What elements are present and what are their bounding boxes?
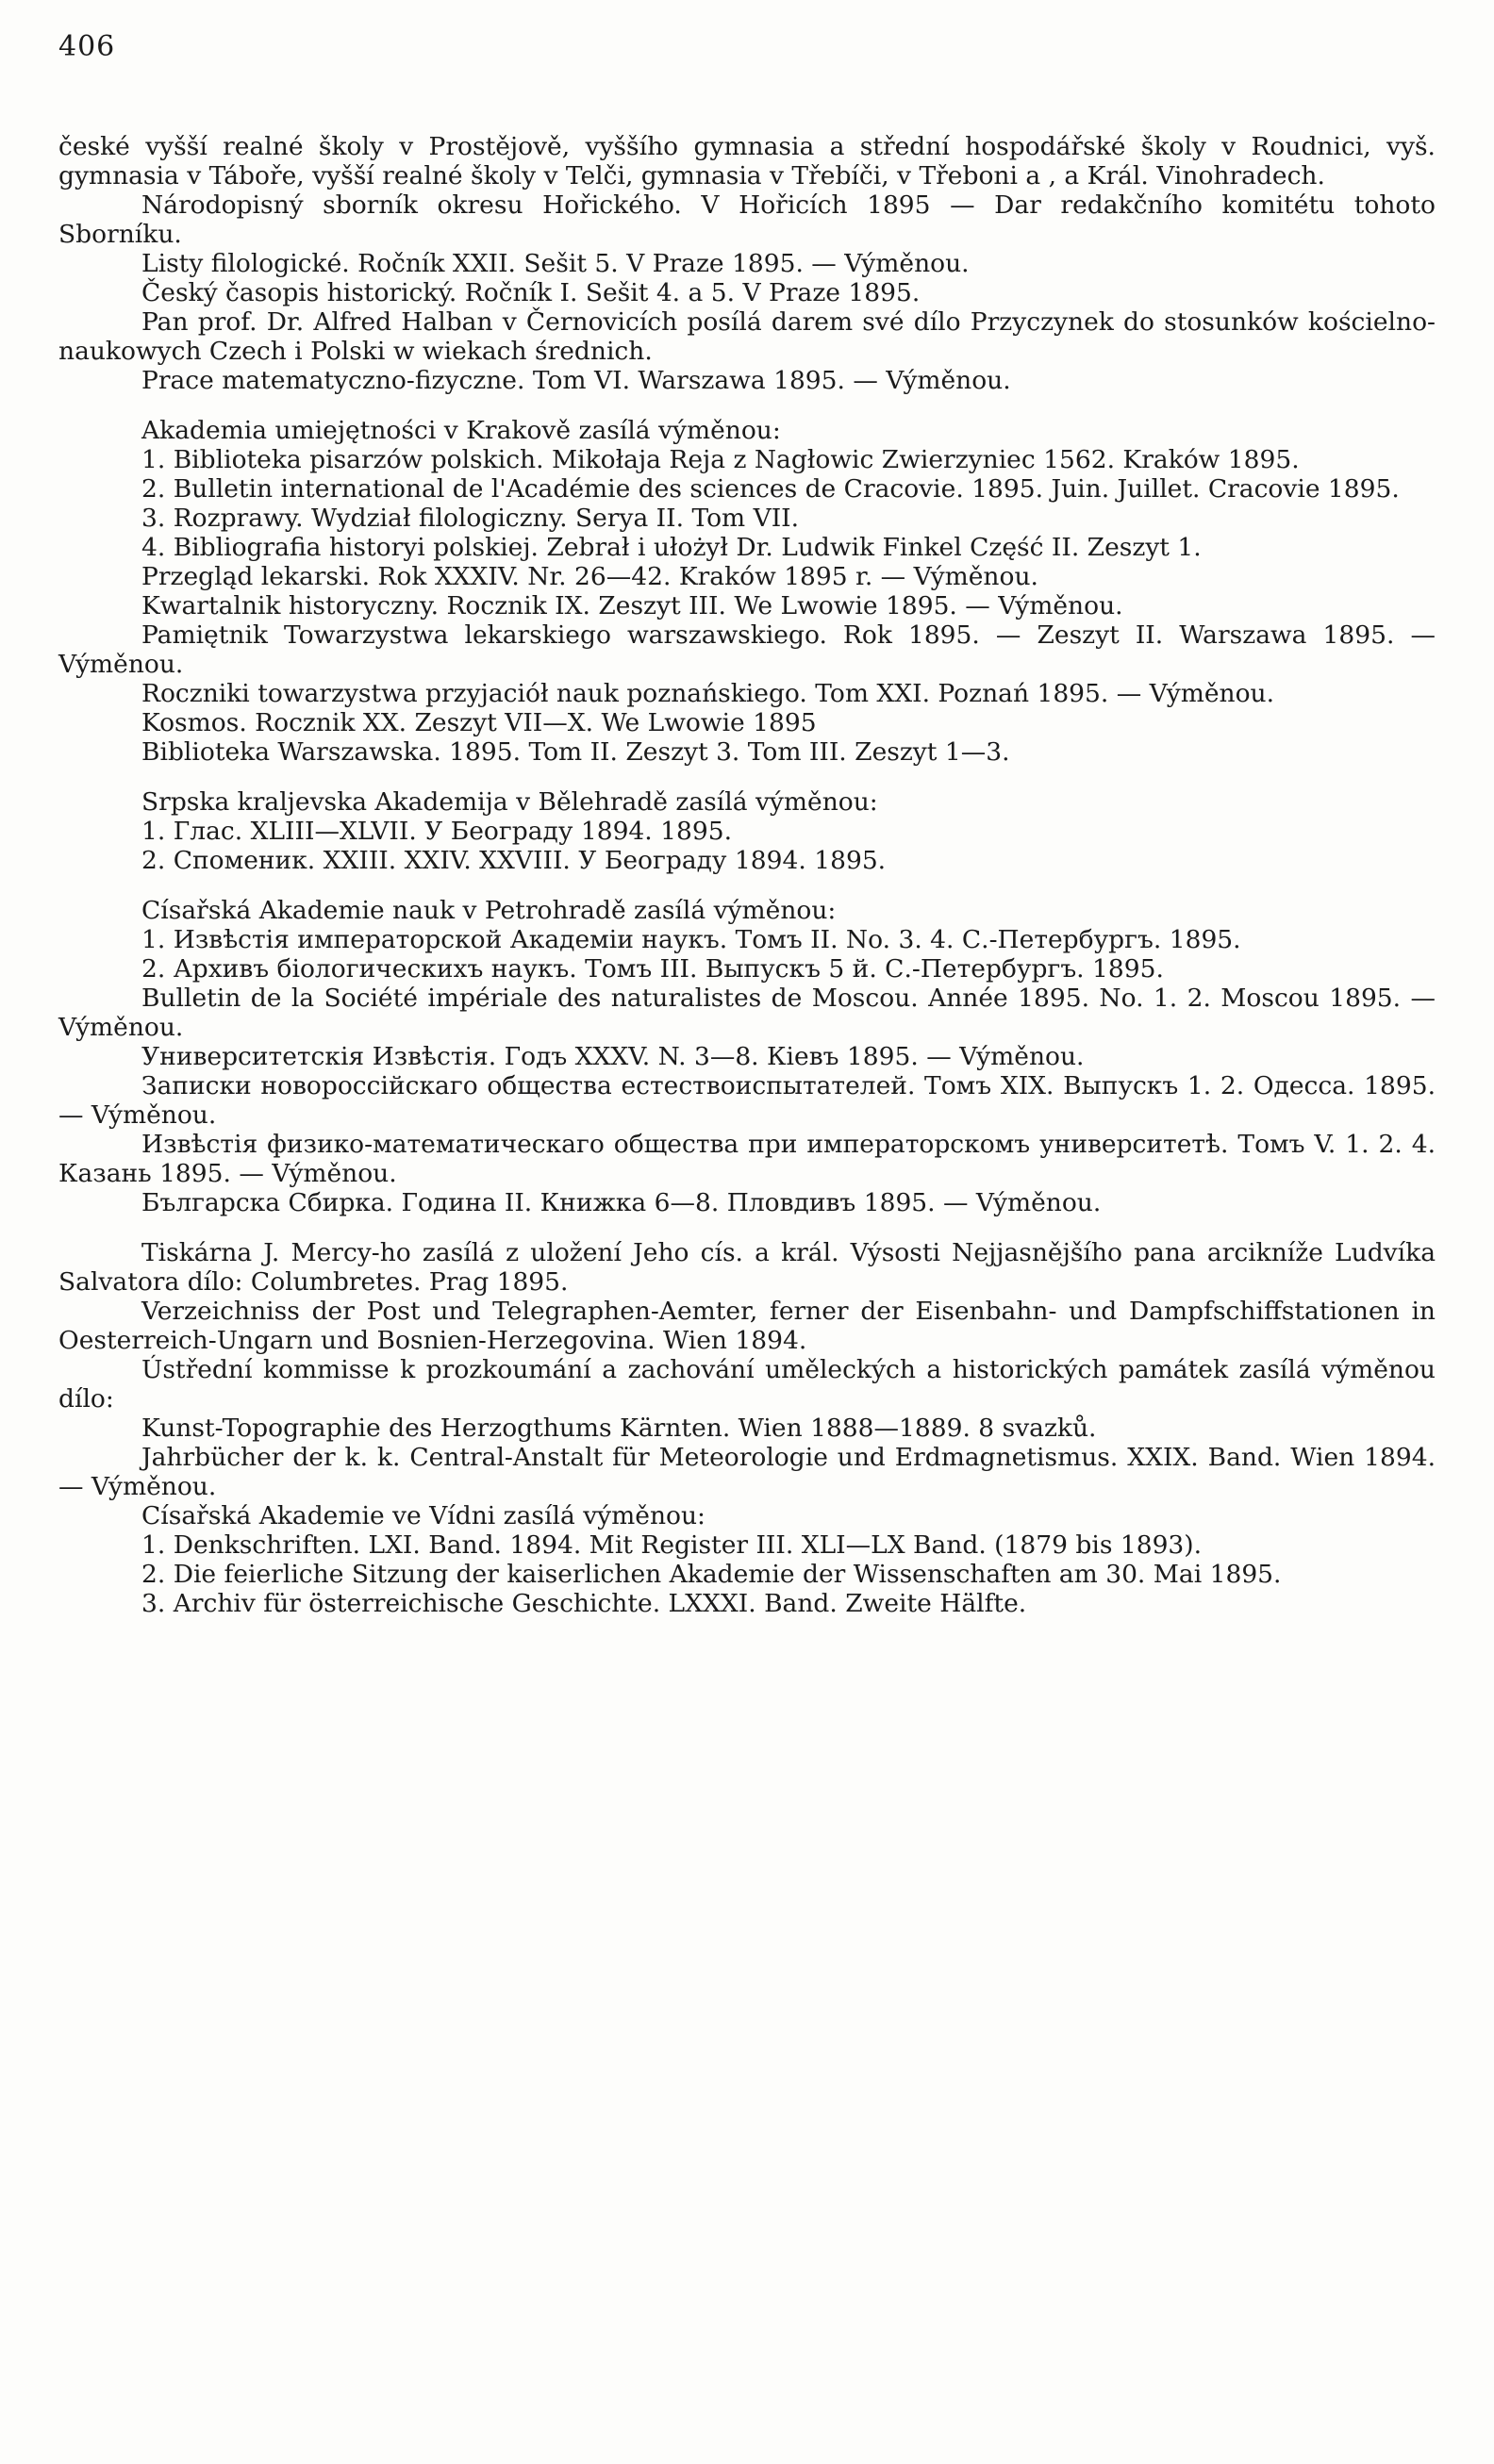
paragraph: 2. Die feierliche Sitzung der kaiserlichen Akademie der Wissenschaften am 30. Mai 1895.: [141, 1560, 1282, 1589]
paragraph: Akademia umiejętności v Krakově zasílá výměnou:: [141, 416, 781, 445]
paragraph: 3. Archiv für österreichische Geschichte. LXXXI. Band. Zweite Hälfte.: [141, 1589, 1027, 1618]
paragraph: Университетскія Извѣстія. Годъ XXXV. N. 3—8. Кіевъ 1895. — Výměnou.: [141, 1042, 1085, 1071]
paragraph: Ústřední kommisse k prozkoumání a zachování uměleckých a historických památek zasílá výměnou dílo:: [58, 1355, 1436, 1414]
body-text: [58, 132, 1436, 1618]
paragraph: 2. Споменик. XXIII. XXIV. XXVIII. У Београду 1894. 1895.: [141, 846, 887, 875]
paragraph: 1. Biblioteka pisarzów polskich. Mikołaja Reja z Nagłowic Zwierzyniec 1562. Kraków 1895.: [141, 445, 1300, 474]
paragraph: Verzeichniss der Post und Telegraphen-Aemter, ferner der Eisenbahn- und Dampfschiffstationen in Oesterreich-Ungarn und Bosnien-Herzegovina. Wien 1894.: [58, 1297, 1436, 1355]
paragraph: Císařská Akademie nauk v Petrohradě zasílá výměnou:: [141, 896, 837, 925]
paragraph: Prace matematyczno-fizyczne. Tom VI. Warszawa 1895. — Výměnou.: [141, 366, 1011, 395]
paragraph: Przegląd lekarski. Rok XXXIV. Nr. 26—42. Kraków 1895 r. — Výměnou.: [141, 562, 1038, 591]
paragraph: Jahrbücher der k. k. Central-Anstalt für Meteorologie und Erdmagnetismus. XXIX. Band. Wien 1894. — Výměnou.: [58, 1443, 1436, 1501]
paragraph: Biblioteka Warszawska. 1895. Tom II. Zeszyt 3. Tom III. Zeszyt 1—3.: [141, 737, 1010, 767]
paragraph: 1. Глас. XLIII—XLVII. У Београду 1894. 1895.: [141, 817, 732, 846]
paragraph: Listy filologické. Ročník XXII. Sešit 5. V Praze 1895. — Výměnou.: [141, 249, 970, 278]
paragraph: 2. Bulletin international de l'Académie des sciences de Cracovie. 1895. Juin. Juillet. Cracovie 1895.: [141, 474, 1400, 504]
paragraph: 4. Bibliografia historyi polskiej. Zebrał i ułożył Dr. Ludwik Finkel Część II. Zeszyt 1.: [141, 533, 1202, 562]
paragraph: Pamiętnik Towarzystwa lekarskiego warszawskiego. Rok 1895. — Zeszyt II. Warszawa 1895. — Výměnou.: [58, 620, 1436, 679]
paragraph: Българска Сбирка. Година II. Книжка 6—8. Пловдивъ 1895. — Výměnou.: [141, 1188, 1102, 1217]
paragraph: Bulletin de la Société impériale des naturalistes de Moscou. Année 1895. No. 1. 2. Moscou 1895. — Výměnou.: [58, 984, 1436, 1042]
page-number: 406: [58, 30, 116, 63]
paragraph: 1. Извѣстія императорской Академіи наукъ. Томъ II. No. 3. 4. С.-Петербургъ. 1895.: [141, 925, 1241, 954]
paragraph: Извѣстія физико-математическаго общества при императорскомъ университетѣ. Томъ V. 1. 2. 4. Казань 1895. — Výměnou.: [58, 1130, 1436, 1188]
paragraph: 2. Архивъ біологическихъ наукъ. Томъ III. Выпускъ 5 й. С.-Петербургъ. 1895.: [141, 954, 1164, 984]
paragraph: Kosmos. Rocznik XX. Zeszyt VII—X. We Lwowie 1895: [141, 708, 817, 737]
paragraph: Český časopis historický. Ročník I. Sešit 4. a 5. V Praze 1895.: [141, 278, 921, 307]
paragraph: Roczniki towarzystwa przyjaciół nauk poznańskiego. Tom XXI. Poznań 1895. — Výměnou.: [141, 679, 1275, 708]
paragraph: Národopisný sborník okresu Hořického. V Hořicích 1895 — Dar redakčního komitétu tohoto Sborníku.: [58, 190, 1436, 249]
paragraph: Tiskárna J. Mercy-ho zasílá z uložení Jeho cís. a král. Výsosti Nejjasnějšího pana arcikníže Ludvíka Salvatora dílo: Columbretes. Prag 1895.: [58, 1238, 1436, 1297]
paragraph: Pan prof. Dr. Alfred Halban v Černovicích posílá darem své dílo Przyczynek do stosunków kościelno-naukowych Czech i Polski w wiekach średnich.: [58, 307, 1436, 366]
paragraph: Srpska kraljevska Akademija v Bělehradě zasílá výměnou:: [141, 787, 878, 817]
paragraph: Kunst-Topographie des Herzogthums Kärnten. Wien 1888—1889. 8 svazků.: [141, 1414, 1097, 1443]
paragraph: české vyšší realné školy v Prostějově, vyššího gymnasia a střední hospodářské školy v Roudnici, vyš. gymnasia v Táboře, vyšší realné školy v Telči, gymnasia v Třebíči, v Třeboni a , a Král. Vinohradech.: [58, 132, 1436, 190]
paragraph: Kwartalnik historyczny. Rocznik IX. Zeszyt III. We Lwowie 1895. — Výměnou.: [141, 591, 1123, 620]
paragraph: Císařská Akademie ve Vídni zasílá výměnou:: [141, 1501, 706, 1530]
paragraph: 1. Denkschriften. LXI. Band. 1894. Mit Register III. XLI—LX Band. (1879 bis 1893).: [141, 1530, 1203, 1560]
paragraph: Записки новороссійскаго общества естествоиспытателей. Томъ XIX. Выпускъ 1. 2. Одесса. 1895. — Výměnou.: [58, 1071, 1436, 1130]
paragraph: 3. Rozprawy. Wydział filologiczny. Serya II. Tom VII.: [141, 504, 800, 533]
